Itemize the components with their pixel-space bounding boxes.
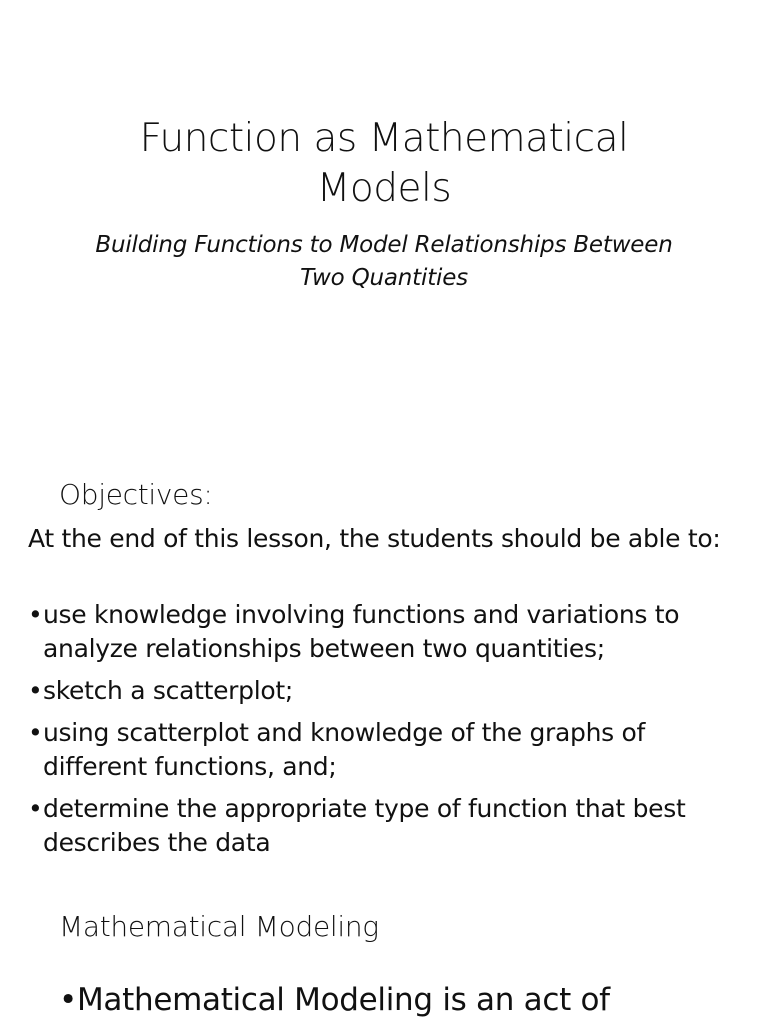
objectives-heading: Objectives: [59, 478, 213, 511]
objective-text: using scatterplot and knowledge of the graphs of different functions, and; [43, 718, 645, 781]
objectives-intro: At the end of this lesson, the students should be able to: [28, 524, 721, 553]
objective-item [28, 598, 743, 666]
bullet-icon: • [28, 676, 43, 705]
objective-text: determine the appropriate type of function that best describes the data [43, 794, 686, 857]
bullet-icon: • [28, 600, 43, 629]
slide-title: Function as Mathematical Models [139, 116, 629, 211]
objective-item [28, 674, 743, 708]
objective-item [28, 716, 743, 784]
objective-text: sketch a scatterplot; [43, 676, 293, 705]
objective-text: use knowledge involving functions and variations to analyze relationships between two quantities; [43, 600, 680, 663]
bullet-icon: • [28, 794, 43, 823]
modeling-heading: Mathematical Modeling [59, 910, 379, 943]
bullet-icon: • [28, 718, 43, 747]
modeling-bullet-text: •Mathematical Modeling is an act of [59, 982, 610, 1018]
slide-subtitle: Building Functions to Model Relationships Between Two Quantities [95, 232, 673, 291]
objectives-list [28, 598, 743, 868]
objective-item [28, 792, 743, 860]
